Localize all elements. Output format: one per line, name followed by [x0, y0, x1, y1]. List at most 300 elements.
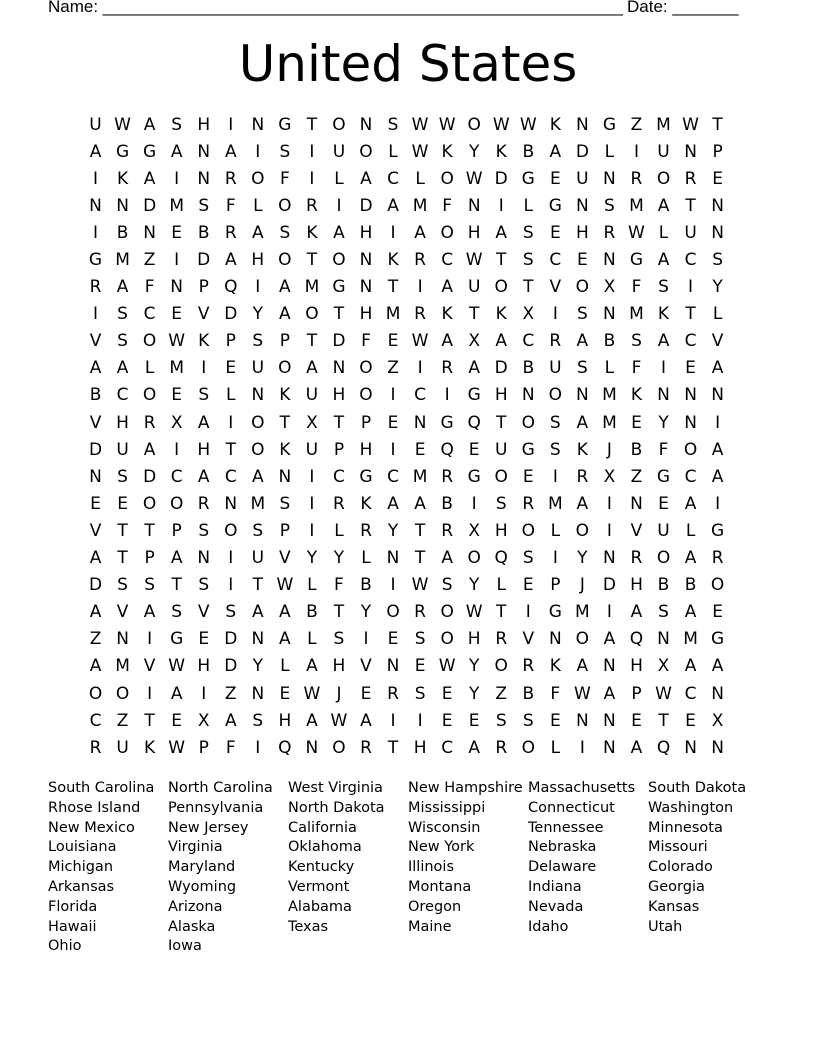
- grid-letter: I: [147, 629, 153, 650]
- grid-letter: Q: [224, 277, 238, 298]
- grid-letter: Q: [440, 439, 454, 460]
- grid-letter: T: [685, 195, 696, 216]
- grid-letter: A: [143, 168, 156, 189]
- grid-letter: L: [388, 141, 398, 162]
- grid-letter: F: [658, 439, 669, 460]
- grid-letter: D: [359, 195, 373, 216]
- grid-letter: A: [657, 250, 670, 271]
- grid-letter: N: [684, 412, 697, 433]
- grid-letter: A: [279, 629, 291, 650]
- grid-letter: I: [525, 602, 531, 623]
- grid-letter: U: [251, 358, 265, 379]
- word-list-item: Washington: [648, 799, 734, 816]
- grid-letter: R: [224, 222, 237, 243]
- grid-letter: R: [441, 520, 454, 541]
- grid-letter: I: [93, 168, 99, 189]
- grid-letter: Y: [387, 520, 399, 541]
- grid-letter: I: [417, 358, 423, 379]
- grid-letter: G: [143, 141, 157, 162]
- grid-letter: E: [441, 710, 453, 731]
- grid-letter: A: [89, 656, 102, 677]
- grid-letter: I: [417, 710, 423, 731]
- grid-letter: G: [548, 195, 562, 216]
- grid-letter: E: [576, 250, 588, 271]
- grid-letter: B: [522, 141, 535, 162]
- grid-letter: O: [278, 250, 292, 271]
- grid-letter: I: [552, 466, 558, 487]
- grid-letter: G: [440, 412, 454, 433]
- word-list-item: Michigan: [48, 859, 114, 876]
- grid-letter: N: [116, 195, 129, 216]
- grid-letter: S: [522, 250, 534, 271]
- grid-letter: V: [89, 520, 102, 541]
- word-list-item: California: [288, 819, 357, 836]
- word-list-item: South Dakota: [648, 780, 747, 796]
- grid-letter: N: [521, 385, 535, 406]
- grid-letter: V: [197, 602, 210, 623]
- grid-letter: W: [168, 656, 186, 677]
- grid-letter: S: [279, 222, 291, 243]
- grid-letter: S: [279, 493, 291, 514]
- grid-letter: L: [712, 304, 723, 325]
- grid-letter: S: [252, 520, 264, 541]
- grid-letter: S: [604, 195, 615, 216]
- grid-letter: Y: [252, 304, 263, 325]
- grid-letter: E: [712, 168, 723, 189]
- grid-letter: H: [575, 222, 589, 243]
- grid-letter: N: [711, 385, 724, 406]
- grid-letter: B: [522, 358, 535, 379]
- grid-letter: T: [414, 548, 426, 569]
- grid-letter: L: [334, 520, 344, 541]
- word-list-item: Hawaii: [48, 918, 97, 935]
- grid-letter: I: [606, 520, 612, 541]
- grid-letter: A: [170, 141, 183, 162]
- grid-letter: M: [115, 250, 130, 271]
- grid-letter: A: [576, 331, 589, 352]
- grid-letter: E: [279, 683, 291, 704]
- grid-letter: N: [684, 385, 697, 406]
- grid-letter: F: [631, 277, 642, 298]
- grid-letter: W: [465, 168, 483, 189]
- grid-letter: A: [657, 195, 670, 216]
- grid-letter: V: [89, 412, 102, 433]
- grid-letter: S: [117, 331, 128, 352]
- grid-letter: N: [711, 195, 724, 216]
- grid-letter: M: [575, 602, 590, 623]
- grid-letter: T: [117, 548, 128, 569]
- grid-letter: A: [441, 331, 453, 352]
- grid-letter: V: [197, 304, 210, 325]
- grid-letter: A: [549, 141, 562, 162]
- grid-letter: B: [630, 439, 643, 460]
- grid-letter: N: [386, 548, 400, 569]
- grid-letter: I: [228, 575, 234, 596]
- grid-letter: A: [143, 114, 156, 135]
- grid-letter: D: [224, 656, 238, 677]
- grid-letter: U: [657, 141, 670, 162]
- grid-letter: R: [603, 222, 616, 243]
- grid-letter: O: [142, 385, 157, 406]
- grid-letter: N: [603, 710, 616, 731]
- grid-letter: I: [93, 304, 99, 325]
- grid-letter: W: [573, 683, 591, 704]
- grid-letter: D: [224, 629, 238, 650]
- grid-letter: O: [169, 493, 184, 514]
- grid-letter: T: [279, 412, 291, 433]
- grid-letter: I: [498, 195, 504, 216]
- grid-letter: Y: [333, 548, 345, 569]
- grid-letter: I: [201, 358, 207, 379]
- grid-letter: A: [143, 439, 156, 460]
- grid-letter: S: [387, 114, 399, 135]
- grid-letter: K: [144, 737, 156, 758]
- grid-letter: Q: [656, 737, 671, 758]
- grid-letter: H: [630, 656, 643, 677]
- grid-letter: S: [522, 222, 534, 243]
- grid-letter: T: [685, 304, 696, 325]
- grid-letter: I: [688, 277, 694, 298]
- grid-letter: O: [440, 222, 454, 243]
- grid-letter: V: [711, 331, 724, 352]
- grid-letter: T: [523, 277, 534, 298]
- grid-letter: E: [685, 710, 696, 731]
- grid-letter: N: [89, 195, 102, 216]
- grid-letter: K: [549, 656, 561, 677]
- grid-letter: N: [603, 548, 616, 569]
- word-list-item: Colorado: [648, 859, 713, 876]
- grid-letter: D: [88, 575, 103, 596]
- grid-letter: C: [684, 250, 697, 271]
- grid-letter: I: [336, 195, 342, 216]
- grid-letter: E: [549, 168, 561, 189]
- word-list-item: Wyoming: [168, 878, 237, 895]
- grid-letter: C: [387, 466, 399, 487]
- grid-letter: R: [387, 683, 399, 704]
- word-list-item: New York: [408, 839, 475, 856]
- grid-letter: E: [225, 358, 237, 379]
- grid-letter: N: [332, 358, 346, 379]
- grid-letter: I: [606, 602, 612, 623]
- word-list-item: North Dakota: [288, 799, 385, 816]
- word-list-item: Tennessee: [528, 819, 604, 836]
- grid-letter: U: [116, 439, 129, 460]
- word-list-item: Idaho: [528, 918, 569, 935]
- grid-letter: T: [171, 575, 182, 596]
- grid-letter: O: [305, 304, 319, 325]
- word-list-item: Maine: [408, 918, 452, 935]
- grid-letter: A: [630, 602, 643, 623]
- grid-letter: I: [579, 737, 585, 758]
- word-list-empty-cell: [528, 937, 648, 957]
- grid-letter: S: [198, 385, 210, 406]
- grid-letter: N: [251, 385, 265, 406]
- grid-letter: O: [440, 168, 454, 189]
- grid-letter: A: [89, 602, 102, 623]
- grid-letter: I: [417, 277, 423, 298]
- grid-letter: T: [117, 520, 128, 541]
- grid-letter: M: [656, 114, 671, 135]
- grid-letter: U: [684, 222, 697, 243]
- grid-letter: S: [441, 575, 453, 596]
- grid-letter: E: [468, 710, 480, 731]
- grid-letter: U: [251, 548, 265, 569]
- grid-letter: T: [306, 114, 318, 135]
- grid-letter: S: [171, 114, 183, 135]
- grid-letter: A: [414, 222, 426, 243]
- grid-letter: C: [684, 331, 697, 352]
- grid-letter: L: [685, 520, 696, 541]
- grid-letter: I: [471, 493, 477, 514]
- grid-letter: Z: [495, 683, 508, 704]
- grid-letter: S: [522, 710, 534, 731]
- grid-letter: J: [336, 683, 342, 704]
- grid-letter: N: [467, 195, 481, 216]
- grid-letter: A: [279, 277, 291, 298]
- grid-letter: E: [549, 710, 561, 731]
- grid-letter: M: [602, 412, 617, 433]
- grid-letter: Z: [116, 710, 129, 731]
- grid-letter: N: [143, 222, 156, 243]
- grid-letter: H: [359, 439, 373, 460]
- grid-letter: A: [684, 493, 697, 514]
- grid-letter: I: [228, 114, 234, 135]
- grid-letter: K: [549, 114, 561, 135]
- grid-letter: G: [711, 629, 725, 650]
- grid-letter: U: [332, 141, 346, 162]
- date-field-line: Date: _______: [627, 0, 739, 16]
- grid-letter: N: [224, 493, 238, 514]
- grid-letter: I: [309, 520, 315, 541]
- grid-letter: I: [309, 493, 315, 514]
- grid-letter: A: [441, 548, 453, 569]
- grid-letter: L: [361, 548, 371, 569]
- grid-letter: A: [360, 710, 372, 731]
- grid-letter: R: [630, 168, 643, 189]
- grid-letter: N: [197, 168, 211, 189]
- grid-letter: E: [387, 629, 399, 650]
- word-list-item: West Virginia: [288, 780, 383, 796]
- grid-letter: R: [89, 737, 102, 758]
- grid-letter: V: [360, 656, 372, 677]
- word-list-item: Florida: [48, 898, 98, 915]
- grid-letter: D: [494, 358, 508, 379]
- grid-letter: C: [684, 466, 697, 487]
- grid-letter: N: [359, 250, 373, 271]
- grid-letter: P: [333, 439, 345, 460]
- grid-letter: P: [550, 575, 561, 596]
- letter-grid: [82, 111, 731, 761]
- grid-letter: W: [465, 250, 483, 271]
- grid-letter: C: [89, 710, 102, 731]
- grid-letter: R: [495, 737, 508, 758]
- grid-letter: P: [144, 548, 155, 569]
- grid-letter: T: [306, 250, 318, 271]
- grid-letter: Y: [468, 141, 480, 162]
- word-list-item: Alaska: [168, 918, 216, 935]
- grid-letter: O: [224, 520, 238, 541]
- grid-letter: U: [305, 439, 319, 460]
- grid-letter: O: [142, 493, 157, 514]
- grid-letter: Y: [658, 412, 669, 433]
- word-list-item: Minnesota: [648, 819, 723, 836]
- grid-letter: L: [550, 520, 561, 541]
- grid-letter: W: [114, 114, 131, 135]
- grid-letter: I: [309, 168, 315, 189]
- grid-letter: S: [117, 466, 128, 487]
- grid-letter: S: [198, 575, 210, 596]
- grid-letter: S: [712, 250, 723, 271]
- grid-letter: Z: [143, 250, 156, 271]
- grid-letter: B: [116, 222, 129, 243]
- grid-letter: K: [360, 493, 372, 514]
- grid-letter: R: [414, 250, 426, 271]
- grid-letter: N: [576, 114, 589, 135]
- word-list-item: Montana: [408, 878, 472, 895]
- grid-letter: L: [280, 656, 290, 677]
- grid-letter: M: [115, 656, 130, 677]
- grid-letter: W: [628, 222, 645, 243]
- word-list-item: New Hampshire: [408, 780, 523, 796]
- grid-letter: V: [522, 629, 535, 650]
- grid-letter: A: [468, 358, 480, 379]
- grid-letter: O: [251, 412, 265, 433]
- grid-letter: W: [411, 114, 429, 135]
- grid-letter: T: [225, 439, 236, 460]
- grid-letter: R: [711, 548, 724, 569]
- grid-letter: A: [630, 737, 643, 758]
- grid-letter: B: [657, 575, 670, 596]
- grid-letter: A: [684, 602, 697, 623]
- grid-letter: G: [467, 466, 481, 487]
- grid-letter: E: [171, 304, 183, 325]
- grid-letter: B: [441, 493, 453, 514]
- grid-letter: L: [604, 358, 615, 379]
- grid-letter: L: [307, 575, 317, 596]
- grid-letter: F: [442, 195, 453, 216]
- grid-letter: O: [88, 683, 103, 704]
- grid-letter: L: [144, 358, 155, 379]
- word-list-item: New Mexico: [48, 819, 135, 836]
- grid-letter: O: [656, 168, 671, 189]
- grid-letter: D: [143, 466, 157, 487]
- grid-letter: A: [306, 358, 318, 379]
- word-list-item: Kentucky: [288, 859, 355, 876]
- grid-letter: A: [684, 656, 697, 677]
- grid-letter: E: [712, 602, 723, 623]
- word-list-item: Maryland: [168, 859, 236, 876]
- grid-letter: H: [359, 304, 373, 325]
- grid-letter: K: [441, 141, 453, 162]
- grid-letter: L: [334, 168, 344, 189]
- grid-letter: S: [333, 629, 345, 650]
- grid-letter: R: [684, 168, 697, 189]
- grid-letter: A: [143, 602, 156, 623]
- grid-letter: B: [603, 331, 616, 352]
- word-list-empty-cell: [408, 937, 528, 957]
- grid-letter: O: [494, 656, 508, 677]
- grid-letter: A: [170, 683, 183, 704]
- word-list-item: Mississippi: [408, 799, 486, 816]
- grid-letter: P: [171, 520, 182, 541]
- grid-letter: T: [144, 710, 155, 731]
- grid-letter: N: [603, 304, 616, 325]
- word-list-item: Louisiana: [48, 839, 117, 856]
- grid-letter: U: [495, 439, 508, 460]
- grid-letter: M: [385, 304, 401, 325]
- grid-letter: T: [414, 520, 426, 541]
- grid-letter: A: [197, 466, 210, 487]
- grid-letter: I: [174, 168, 180, 189]
- grid-letter: E: [549, 222, 561, 243]
- grid-letter: I: [390, 575, 396, 596]
- grid-letter: P: [712, 141, 723, 162]
- grid-letter: M: [169, 358, 184, 379]
- grid-letter: M: [412, 195, 428, 216]
- grid-letter: I: [552, 548, 558, 569]
- word-list-item: Connecticut: [528, 799, 615, 816]
- grid-letter: B: [89, 385, 102, 406]
- grid-letter: P: [631, 683, 642, 704]
- word-list-item: Nebraska: [528, 839, 597, 856]
- grid-letter: S: [198, 520, 210, 541]
- word-list-item: Oklahoma: [288, 839, 362, 856]
- grid-letter: Q: [467, 412, 481, 433]
- grid-letter: T: [496, 250, 507, 271]
- grid-letter: S: [522, 548, 534, 569]
- word-list-item: Pennsylvania: [168, 799, 264, 816]
- grid-letter: N: [657, 385, 670, 406]
- grid-letter: Q: [629, 629, 644, 650]
- grid-letter: R: [441, 466, 454, 487]
- grid-letter: G: [278, 114, 292, 135]
- grid-letter: N: [576, 710, 589, 731]
- grid-letter: R: [522, 493, 535, 514]
- grid-letter: O: [494, 466, 508, 487]
- grid-letter: I: [201, 683, 207, 704]
- grid-letter: P: [198, 737, 209, 758]
- grid-letter: G: [170, 629, 184, 650]
- grid-letter: S: [252, 331, 264, 352]
- grid-letter: Y: [577, 548, 588, 569]
- grid-letter: M: [629, 195, 644, 216]
- grid-letter: A: [251, 466, 264, 487]
- grid-letter: D: [224, 304, 238, 325]
- grid-letter: A: [360, 168, 372, 189]
- grid-letter: O: [386, 602, 400, 623]
- word-list-item: Arizona: [168, 898, 223, 915]
- grid-letter: I: [174, 439, 180, 460]
- grid-letter: I: [174, 250, 180, 271]
- grid-letter: N: [603, 168, 616, 189]
- grid-letter: A: [116, 358, 129, 379]
- grid-letter: O: [115, 683, 130, 704]
- grid-letter: X: [170, 412, 183, 433]
- grid-letter: V: [89, 331, 102, 352]
- grid-letter: X: [711, 710, 724, 731]
- grid-letter: T: [252, 575, 263, 596]
- word-list-item: Wisconsin: [408, 819, 481, 836]
- grid-letter: O: [521, 737, 535, 758]
- grid-letter: I: [390, 222, 396, 243]
- grid-letter: O: [251, 439, 265, 460]
- grid-letter: C: [684, 683, 697, 704]
- grid-letter: S: [658, 602, 669, 623]
- grid-letter: N: [576, 195, 589, 216]
- grid-letter: O: [494, 277, 508, 298]
- grid-letter: R: [333, 493, 345, 514]
- grid-letter: E: [414, 439, 426, 460]
